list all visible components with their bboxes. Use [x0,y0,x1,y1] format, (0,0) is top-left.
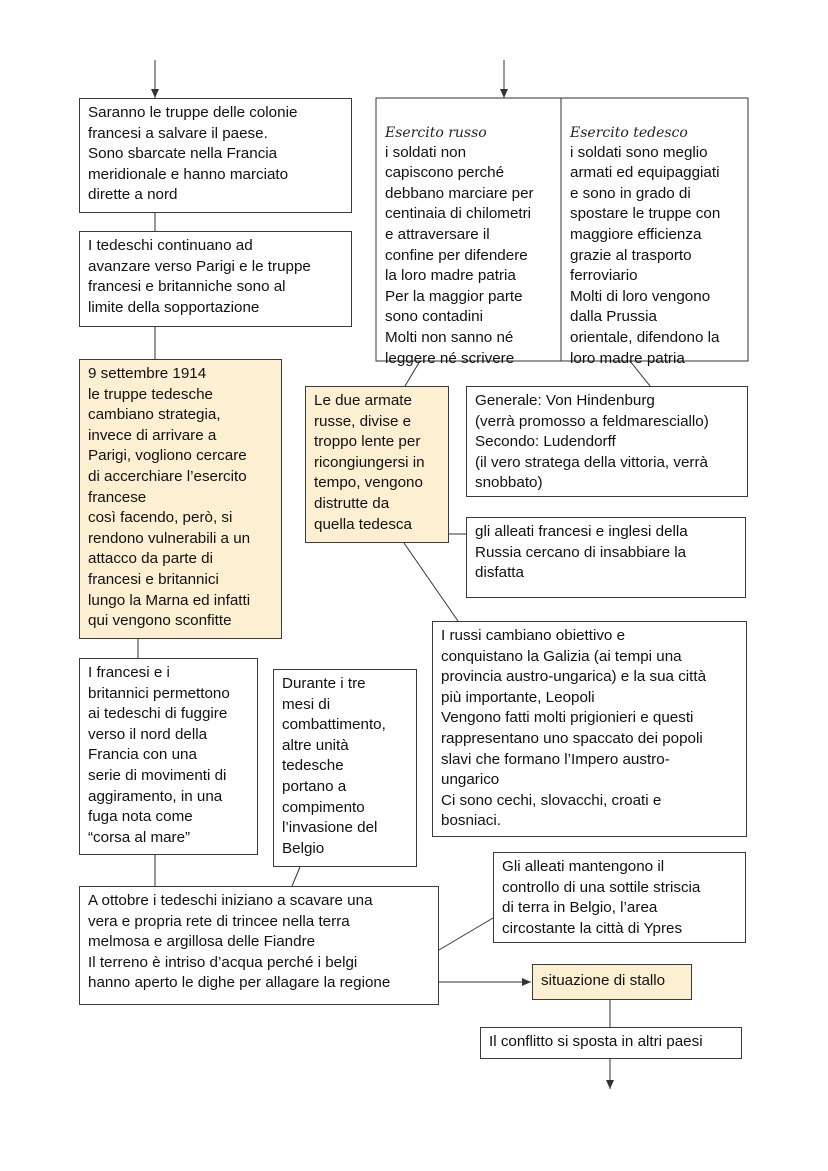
army-russo-title: Esercito russo [385,124,487,141]
box-settembre-1914: 9 settembre 1914 le truppe tedesche cambiano strategia, invece di arrivare a Parigi, vogliono cercare di accerchiare l’esercito francese così facendo, però, si rendono vulnerabili a un attacco da parte di francesi e britannici lungo la Marna ed infatti qui vengono sconfitte [79,359,282,639]
army-tedesco-text: i soldati sono meglio armati ed equipaggiati e sono in grado di spostare le truppe con maggiore efficienza grazie al trasporto ferroviario Molti di loro vengono dalla Prussia orientale, difendono la loro madre patria [570,143,721,367]
box-armate-russe: Le due armate russe, divise e troppo lente per ricongiungersi in tempo, vengono distrutte da quella tedesca [305,386,449,543]
box-situazione-stallo: situazione di stallo [532,964,692,1000]
box-generale: Generale: Von Hindenburg (verrà promosso a feldmaresciallo) Secondo: Ludendorff (il vero stratega della vittoria, verrà snobbato) [466,386,748,497]
army-russo-text: i soldati non capiscono perché debbano marciare per centinaia di chilometri e attraversare il confine per difendere la loro madre patria Per la maggior parte sono contadini Molti non sanno né leggere né scrivere [385,143,534,367]
box-conflitto-altri-paesi: Il conflitto si sposta in altri paesi [480,1027,742,1059]
box-colonie: Saranno le truppe delle colonie francesi a salvare il paese. Sono sbarcate nella Francia meridionale e hanno marciato dirette a nord [79,98,352,213]
box-trincee: A ottobre i tedeschi iniziano a scavare una vera e propria rete di trincee nella terra melmosa e argillosa delle Fiandre Il terreno è intriso d’acqua perché i belgi hanno aperto le dighe per allagare la regione [79,886,439,1005]
box-invasione-belgio: Durante i tre mesi di combattimento, altre unità tedesche portano a compimento l’invasione del Belgio [273,669,417,867]
box-avanzata: I tedeschi continuano ad avanzare verso Parigi e le truppe francesi e britanniche sono al limite della sopportazione [79,231,352,327]
box-ypres: Gli alleati mantengono il controllo di una sottile striscia di terra in Belgio, l’area circostante la città di Ypres [493,852,746,943]
box-corsa-al-mare: I francesi e i britannici permettono ai tedeschi di fuggire verso il nord della Francia con una serie di movimenti di aggiramento, in una fuga nota come “corsa al mare” [79,658,258,855]
box-alleati-insabbiare: gli alleati francesi e inglesi della Russia cercano di insabbiare la disfatta [466,517,746,598]
army-tedesco-title: Esercito tedesco [570,124,688,141]
box-galizia: I russi cambiano obiettivo e conquistano la Galizia (ai tempi una provincia austro-ungarica) e la sua città più importante, Leopoli Vengono fatti molti prigionieri e questi rappresentano uno spaccato dei popoli slavi che formano l’Impero austro- ungarico Ci sono cechi, slovacchi, croati e bosniaci. [432,621,747,837]
army-tedesco-column [561,100,748,367]
army-russo-column [376,100,561,367]
